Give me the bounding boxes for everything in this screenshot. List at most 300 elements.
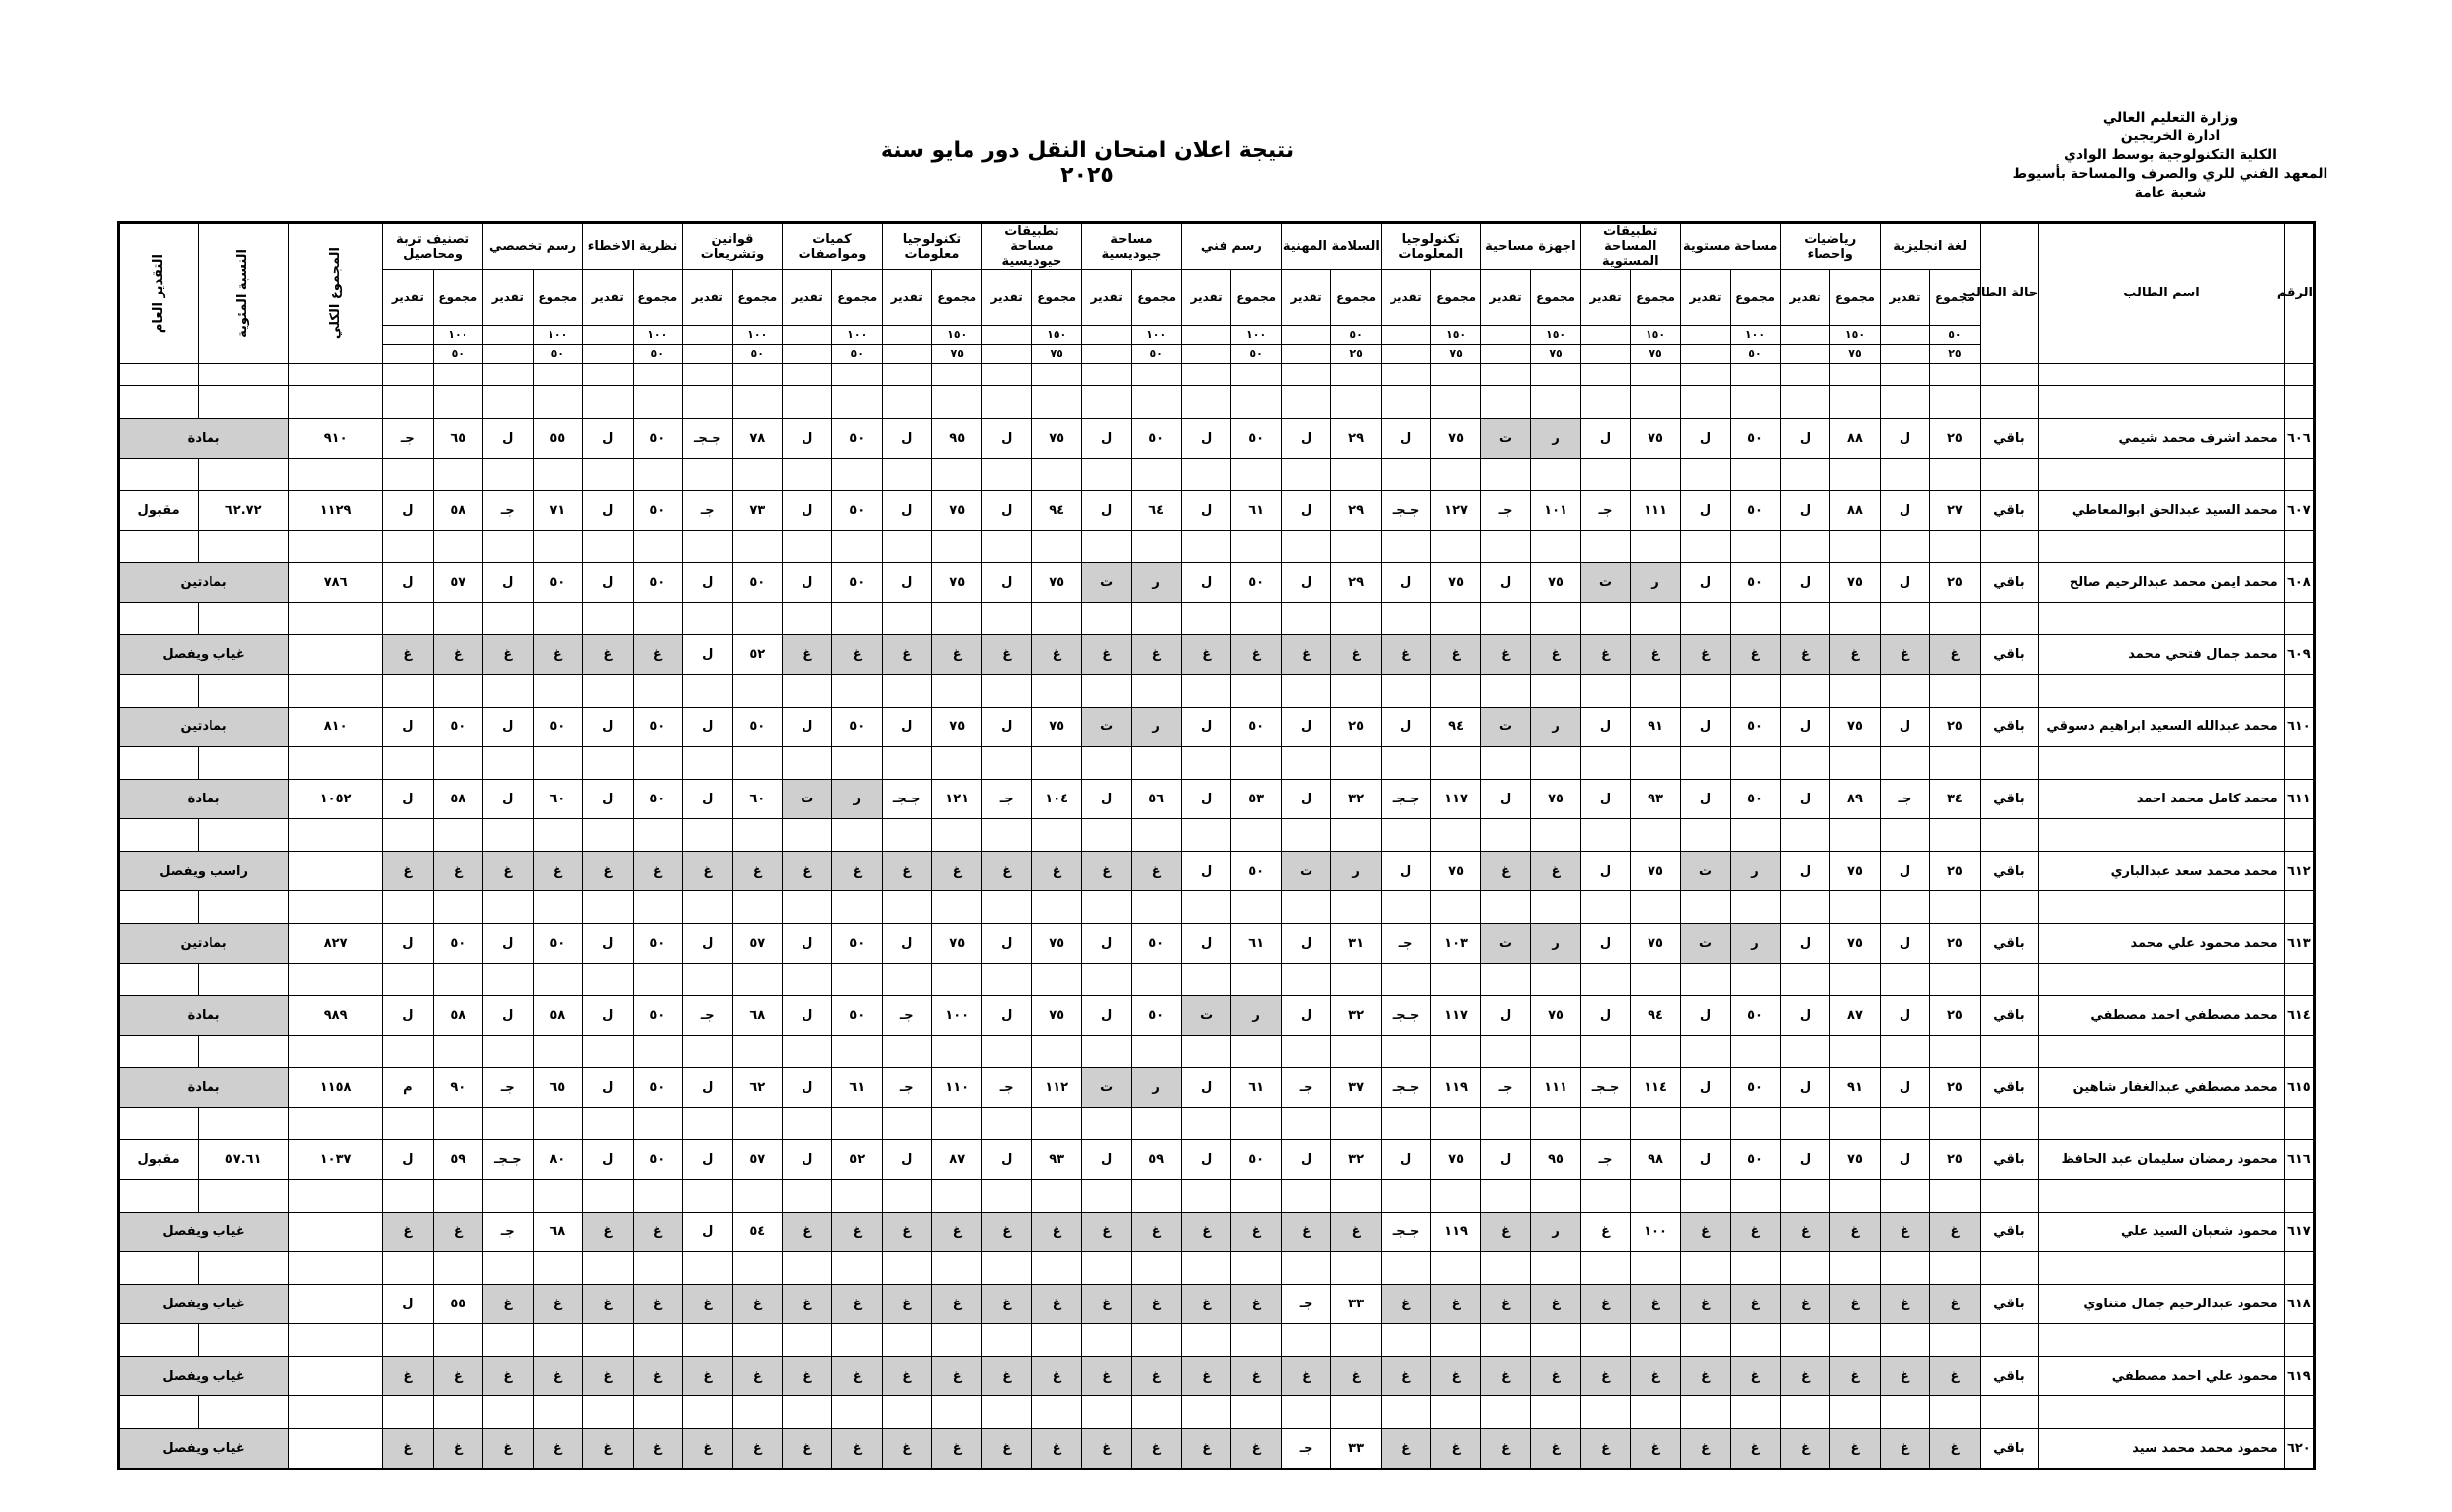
score-grade: جـجـ — [683, 419, 733, 459]
blank-cell — [1531, 747, 1580, 780]
blank-cell — [1331, 747, 1381, 780]
blank-cell — [1631, 1324, 1680, 1357]
blank-cell — [289, 1324, 383, 1357]
score-total: ر — [1731, 924, 1780, 964]
score-total: ٣٢ — [1331, 780, 1381, 819]
score-total: ٢٩ — [1331, 491, 1381, 531]
blank-cell — [1081, 603, 1131, 635]
blank-cell — [1830, 1396, 1880, 1429]
score-grade: جـجـ — [1381, 780, 1431, 819]
score-total: ٧٥ — [1431, 419, 1480, 459]
score-grade: غ — [683, 1285, 733, 1324]
blank-cell — [783, 1324, 832, 1357]
blank-cell — [1930, 1396, 1980, 1429]
blank-cell — [732, 675, 782, 708]
blank-cell — [882, 675, 932, 708]
col-header-status: حالة الطالب — [1980, 223, 2039, 364]
col-header-total — [289, 223, 383, 364]
score-total: ٦٠ — [533, 780, 582, 819]
blank-cell — [119, 1036, 199, 1068]
student-result: غياب ويفصل — [119, 1213, 289, 1252]
subject-max-blank — [683, 326, 733, 345]
score-grade: جـ — [1281, 1068, 1330, 1108]
score-total: ٧٥ — [1431, 563, 1480, 603]
blank-cell — [433, 1324, 482, 1357]
blank-cell — [1431, 459, 1480, 491]
blank-cell — [683, 1324, 733, 1357]
score-grade: ل — [783, 419, 832, 459]
score-grade: غ — [1680, 1285, 1730, 1324]
blank-cell — [1132, 386, 1181, 419]
blank-cell — [433, 1108, 482, 1140]
score-grade: غ — [1281, 1357, 1330, 1396]
score-grade: جـ — [683, 491, 733, 531]
blank-cell — [483, 819, 534, 852]
score-grade: ل — [1580, 419, 1630, 459]
student-number: ٦١٩ — [2284, 1357, 2314, 1396]
score-grade: غ — [882, 1429, 932, 1470]
score-total: ٥٠ — [433, 924, 482, 964]
subject-sub-total: مجموع — [832, 270, 882, 326]
score-grade: ل — [383, 708, 433, 747]
blank-cell — [683, 386, 733, 419]
score-grade: غ — [683, 852, 733, 891]
score-total: غ — [1331, 1213, 1381, 1252]
blank-cell — [199, 603, 289, 635]
subject-max: ١٥٠ — [932, 326, 981, 345]
score-grade: غ — [1580, 1357, 1630, 1396]
subject-min: ٧٥ — [1431, 345, 1480, 364]
student-result: بمادة — [119, 780, 289, 819]
score-grade: غ — [1780, 1357, 1829, 1396]
student-percent: ٦٢.٧٢ — [199, 491, 289, 531]
blank-cell — [1631, 891, 1680, 924]
score-grade: ل — [383, 780, 433, 819]
subject-header: تطبيقات مساحة جيوديسية — [981, 223, 1081, 270]
score-grade: غ — [1880, 1213, 1929, 1252]
blank-cell — [1531, 531, 1580, 563]
blank-cell — [1181, 531, 1230, 563]
blank-cell — [2039, 1252, 2284, 1285]
score-grade: ل — [1880, 563, 1929, 603]
blank-cell — [383, 819, 433, 852]
col-header-no: الرقم — [2284, 223, 2314, 364]
subject-sub-grade: تقدير — [1081, 270, 1131, 326]
student-name: محمد السيد عبدالحق ابوالمعاطي — [2039, 491, 2284, 531]
subject-sub-total: مجموع — [1930, 270, 1980, 326]
blank-cell — [832, 603, 882, 635]
score-total: غ — [1231, 1213, 1281, 1252]
score-grade: ل — [383, 996, 433, 1036]
score-total: غ — [433, 852, 482, 891]
blank-cell — [1132, 1036, 1181, 1068]
score-total: ٥٠ — [832, 924, 882, 964]
table-row — [119, 924, 2315, 964]
blank-cell — [289, 891, 383, 924]
blank-cell — [2284, 675, 2314, 708]
blank-cell — [1980, 747, 2039, 780]
blank-cell — [1731, 891, 1780, 924]
score-grade: ل — [981, 419, 1032, 459]
blank-cell — [2284, 1396, 2314, 1429]
blank-cell — [1780, 1108, 1829, 1140]
blank-cell — [1181, 1108, 1230, 1140]
blank-cell — [199, 531, 289, 563]
score-total: ١٠١ — [1531, 491, 1580, 531]
score-total: ٨٧ — [1830, 996, 1880, 1036]
blank-cell — [981, 1252, 1032, 1285]
blank-cell — [932, 964, 981, 996]
blank-cell — [1431, 819, 1480, 852]
blank-cell — [683, 1180, 733, 1213]
score-grade: جـجـ — [882, 780, 932, 819]
blank-cell — [533, 1324, 582, 1357]
score-total: ٧٥ — [1032, 924, 1081, 964]
score-total: ٥٩ — [433, 1140, 482, 1180]
blank-cell — [1181, 675, 1230, 708]
student-total — [289, 1429, 383, 1470]
blank-cell — [1980, 459, 2039, 491]
student-result: بمادتين — [119, 924, 289, 964]
blank-cell — [1081, 1036, 1131, 1068]
score-grade: ل — [783, 491, 832, 531]
score-total: ر — [1132, 1068, 1181, 1108]
blank-cell — [633, 819, 682, 852]
score-total: ٢٥ — [1930, 1068, 1980, 1108]
score-total: ٣٢ — [1331, 996, 1381, 1036]
blank-cell — [1032, 386, 1081, 419]
table-row — [119, 996, 2315, 1036]
score-grade: غ — [1181, 1357, 1230, 1396]
blank-cell — [1081, 531, 1131, 563]
score-total: ٩٨ — [1631, 1140, 1680, 1180]
blank-cell — [1731, 1252, 1780, 1285]
blank-cell — [1431, 603, 1480, 635]
score-grade: ل — [1680, 491, 1730, 531]
score-total: غ — [1830, 1213, 1880, 1252]
score-total: غ — [1731, 635, 1780, 675]
score-total: ٥٠ — [1731, 708, 1780, 747]
score-total: غ — [1930, 1213, 1980, 1252]
score-grade: ل — [1281, 563, 1330, 603]
blank-cell — [1830, 964, 1880, 996]
blank-cell — [1381, 531, 1431, 563]
score-total: ١٠٣ — [1431, 924, 1480, 964]
blank-cell — [1032, 1036, 1081, 1068]
blank-cell — [1132, 819, 1181, 852]
subject-header: تصنيف تربة ومحاصيل — [383, 223, 483, 270]
col-header-total-label: المجموع الكلي — [327, 247, 343, 340]
blank-cell — [383, 964, 433, 996]
score-total: غ — [1132, 1213, 1181, 1252]
score-grade: ل — [1680, 419, 1730, 459]
score-total: ٥٠ — [633, 491, 682, 531]
score-grade: غ — [1680, 1429, 1730, 1470]
blank-cell — [1081, 1396, 1131, 1429]
score-total: ٥٠ — [1731, 563, 1780, 603]
blank-cell — [1830, 819, 1880, 852]
blank-cell — [932, 891, 981, 924]
blank-cell — [1680, 531, 1730, 563]
subject-sub-total: مجموع — [1431, 270, 1480, 326]
score-total: غ — [1231, 1285, 1281, 1324]
score-total: ١١٢ — [1032, 1068, 1081, 1108]
student-total: ١١٢٩ — [289, 491, 383, 531]
blank-cell — [1331, 364, 1381, 386]
subject-sub-total: مجموع — [1731, 270, 1780, 326]
score-total: غ — [1631, 1429, 1680, 1470]
blank-cell — [1431, 364, 1480, 386]
blank-cell — [583, 1252, 633, 1285]
blank-cell — [1980, 386, 2039, 419]
subject-max-blank — [1181, 326, 1230, 345]
student-name: محمود رمضان سليمان عبد الحافظ — [2039, 1140, 2284, 1180]
student-number: ٦١١ — [2284, 780, 2314, 819]
score-total: غ — [633, 1285, 682, 1324]
score-grade: غ — [1680, 1213, 1730, 1252]
blank-cell — [1631, 531, 1680, 563]
score-grade: ل — [783, 708, 832, 747]
student-number: ٦١٢ — [2284, 852, 2314, 891]
blank-cell — [1032, 1108, 1081, 1140]
table-row — [119, 852, 2315, 891]
score-grade: جـجـ — [1381, 1068, 1431, 1108]
blank-cell — [882, 1108, 932, 1140]
score-total: ٥٠ — [1731, 996, 1780, 1036]
blank-cell — [1980, 1036, 2039, 1068]
blank-cell — [1631, 1108, 1680, 1140]
subject-min-blank — [1081, 345, 1131, 364]
blank-cell — [1381, 819, 1431, 852]
blank-cell — [932, 531, 981, 563]
blank-cell — [1381, 747, 1431, 780]
score-total: ٨٨ — [1830, 491, 1880, 531]
blank-cell — [1331, 386, 1381, 419]
score-total: ٥٠ — [633, 419, 682, 459]
blank-cell — [1731, 1036, 1780, 1068]
score-total: غ — [1531, 1285, 1580, 1324]
blank-cell — [1281, 1108, 1330, 1140]
score-total: ٥٠ — [1731, 491, 1780, 531]
score-total: ٢٩ — [1331, 419, 1381, 459]
score-grade: غ — [1381, 635, 1431, 675]
score-total: ٥٠ — [1132, 419, 1181, 459]
blank-cell — [1631, 364, 1680, 386]
blank-cell — [483, 675, 534, 708]
score-grade: ل — [882, 563, 932, 603]
blank-cell — [683, 603, 733, 635]
blank-cell — [783, 603, 832, 635]
blank-cell — [633, 747, 682, 780]
student-status: باقي — [1980, 1429, 2039, 1470]
score-total: غ — [1531, 852, 1580, 891]
blank-cell — [1780, 819, 1829, 852]
score-grade: ل — [1381, 1140, 1431, 1180]
blank-cell — [1580, 386, 1630, 419]
score-grade: ل — [1580, 924, 1630, 964]
blank-cell — [783, 364, 832, 386]
student-total: ١١٥٨ — [289, 1068, 383, 1108]
score-total: ٧٥ — [1830, 1140, 1880, 1180]
blank-cell — [289, 1252, 383, 1285]
score-grade: غ — [1181, 1213, 1230, 1252]
score-grade: ل — [583, 996, 633, 1036]
score-grade: ل — [1880, 996, 1929, 1036]
blank-cell — [1331, 459, 1381, 491]
score-grade: جـجـ — [483, 1140, 534, 1180]
blank-cell — [1431, 964, 1480, 996]
score-total: غ — [1631, 1357, 1680, 1396]
score-total: ٧٥ — [932, 708, 981, 747]
score-grade: ل — [1880, 491, 1929, 531]
score-total: غ — [1830, 635, 1880, 675]
blank-cell — [289, 603, 383, 635]
score-grade: غ — [583, 1213, 633, 1252]
blank-cell — [1081, 747, 1131, 780]
blank-cell — [1331, 1252, 1381, 1285]
score-total: غ — [1331, 635, 1381, 675]
blank-cell — [2039, 603, 2284, 635]
subject-min-blank — [783, 345, 832, 364]
blank-cell — [1231, 819, 1281, 852]
blank-cell — [199, 891, 289, 924]
blank-cell — [1731, 364, 1780, 386]
subject-min-blank — [1780, 345, 1829, 364]
blank-cell — [1381, 1252, 1431, 1285]
score-total: ٩٣ — [1032, 1140, 1081, 1180]
subject-sub-total: مجموع — [1631, 270, 1680, 326]
blank-cell — [533, 1036, 582, 1068]
blank-cell — [1830, 891, 1880, 924]
blank-cell — [1231, 531, 1281, 563]
student-result: غياب ويفصل — [119, 1357, 289, 1396]
score-total: غ — [633, 1357, 682, 1396]
blank-cell — [533, 747, 582, 780]
blank-cell — [1181, 1252, 1230, 1285]
score-grade: ل — [383, 491, 433, 531]
blank-cell — [289, 819, 383, 852]
score-total: ٢٥ — [1930, 1140, 1980, 1180]
score-grade: ل — [1780, 996, 1829, 1036]
score-total: ٥٠ — [533, 708, 582, 747]
score-total: ٦٥ — [533, 1068, 582, 1108]
score-grade: ل — [1281, 708, 1330, 747]
subject-min: ٥٠ — [633, 345, 682, 364]
score-total: ٢٧ — [1930, 491, 1980, 531]
blank-cell — [1631, 603, 1680, 635]
subject-sub-total: مجموع — [1132, 270, 1181, 326]
blank-cell — [1780, 459, 1829, 491]
blank-cell — [1531, 1180, 1580, 1213]
score-grade: جـ — [1480, 1068, 1531, 1108]
student-name: محمود شعبان السيد علي — [2039, 1213, 2284, 1252]
score-grade: ل — [1680, 780, 1730, 819]
blank-cell — [1132, 1108, 1181, 1140]
student-number: ٦١٦ — [2284, 1140, 2314, 1180]
score-grade: ل — [1780, 1140, 1829, 1180]
blank-cell — [683, 1396, 733, 1429]
score-total: ٧٥ — [1431, 1140, 1480, 1180]
blank-cell — [1032, 819, 1081, 852]
score-grade: ل — [483, 780, 534, 819]
blank-cell — [1680, 1036, 1730, 1068]
blank-cell — [1081, 1108, 1131, 1140]
subject-max-blank — [483, 326, 534, 345]
blank-cell — [1980, 1180, 2039, 1213]
blank-cell — [583, 819, 633, 852]
score-grade: غ — [1480, 1357, 1531, 1396]
score-total: ٢٥ — [1930, 708, 1980, 747]
blank-cell — [383, 603, 433, 635]
blank-cell — [1930, 1252, 1980, 1285]
blank-cell — [633, 603, 682, 635]
score-grade: جـ — [981, 1068, 1032, 1108]
blank-cell — [1680, 603, 1730, 635]
score-total: غ — [1231, 1429, 1281, 1470]
score-total: ٥٠ — [633, 780, 682, 819]
score-grade: غ — [1081, 1357, 1131, 1396]
score-grade: ل — [1281, 419, 1330, 459]
student-total — [289, 1213, 383, 1252]
student-total: ٨١٠ — [289, 708, 383, 747]
blank-cell — [732, 364, 782, 386]
blank-cell — [1181, 964, 1230, 996]
score-grade: جـجـ — [1381, 996, 1431, 1036]
score-grade: غ — [1880, 1429, 1929, 1470]
table-row — [119, 1068, 2315, 1108]
score-grade: غ — [1880, 1357, 1929, 1396]
blank-cell — [932, 603, 981, 635]
score-grade: غ — [1181, 1429, 1230, 1470]
blank-cell — [2039, 747, 2284, 780]
score-total: غ — [1930, 1357, 1980, 1396]
score-grade: ل — [1880, 1068, 1929, 1108]
blank-cell — [932, 1036, 981, 1068]
score-total: ٥٠ — [533, 924, 582, 964]
blank-cell — [1181, 364, 1230, 386]
blank-cell — [1880, 1324, 1929, 1357]
score-total: غ — [1331, 1357, 1381, 1396]
score-total: غ — [832, 1357, 882, 1396]
blank-cell — [1631, 386, 1680, 419]
score-total: ٦٨ — [533, 1213, 582, 1252]
score-total: ٥٠ — [1231, 419, 1281, 459]
score-grade: ل — [1381, 852, 1431, 891]
student-status: باقي — [1980, 924, 2039, 964]
score-grade: جـ — [1281, 1285, 1330, 1324]
blank-cell — [732, 386, 782, 419]
blank-cell — [1731, 531, 1780, 563]
blank-cell — [1980, 531, 2039, 563]
score-grade: غ — [383, 852, 433, 891]
blank-cell — [1132, 459, 1181, 491]
score-total: ٧٨ — [732, 419, 782, 459]
blank-cell — [732, 1324, 782, 1357]
blank-cell — [981, 386, 1032, 419]
blank-cell — [832, 675, 882, 708]
blank-cell — [1480, 891, 1531, 924]
blank-cell — [1680, 747, 1730, 780]
student-result: غياب ويفصل — [119, 635, 289, 675]
subject-min: ٥٠ — [433, 345, 482, 364]
subject-min-blank — [1181, 345, 1230, 364]
blank-cell — [2039, 891, 2284, 924]
blank-cell — [981, 819, 1032, 852]
blank-cell — [783, 891, 832, 924]
blank-cell — [483, 364, 534, 386]
student-name: محمد محمود علي محمد — [2039, 924, 2284, 964]
score-total: ٥٠ — [732, 563, 782, 603]
